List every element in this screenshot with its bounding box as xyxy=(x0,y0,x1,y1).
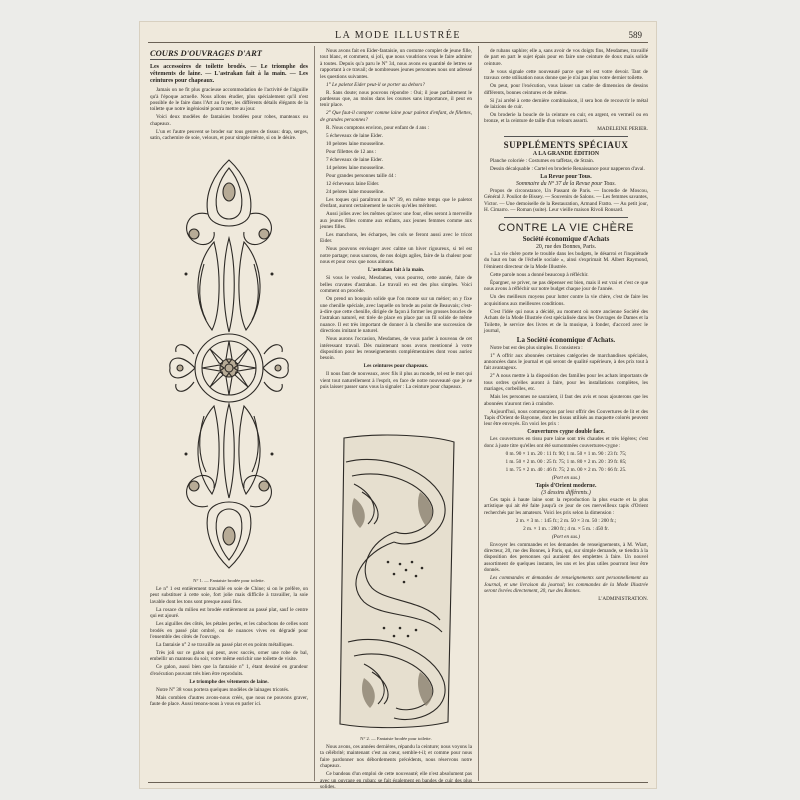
running-title: LA MODE ILLUSTRÉE xyxy=(334,30,462,41)
paragraph: de rubans saphire; elle a, sans avoir de vos doigts fins, Mesdames, travaillé de part en part le sujet épais pour en faire une ceinture de doux mais solide ceinture. xyxy=(484,48,648,67)
column-2 xyxy=(320,48,472,392)
paragraph: Nous avons fait en Eider-fantaisie, un costume complet de jeune fille, tout blanc, et comment, si joli, que nous voudrions vous le faire admirer à toutes. Depuis qu'a paru le N° 34, nous avons eu quantité de lettres se rapportant à ce travail; de nombreuses jeunes personnes nous ont adressé les questions suivantes. xyxy=(320,48,472,80)
paragraph: Ce galon, aussi bien que la fantaisie n° 1, étant dessiné en grandeur d'exécution pouvant très bien être reproduits. xyxy=(150,664,308,677)
list-item: 7 écheveaux de laine Eider. xyxy=(326,156,383,163)
supplement-line: Dessin décalquable : Cartel en broderie Renaissance pour napperon d'aval. xyxy=(490,165,645,172)
list-item: 10 pelotes laine mousseline. xyxy=(326,140,385,147)
paragraph: « La vie chère porte le trouble dans les budgets, le désarroi et l'inquiétude du haut en bas de l'échelle sociale », ainsi s'exprimait M. Albert Raymond, l'éminent directeur de la Mode Illustrée. xyxy=(484,251,648,270)
paragraph: Les toques qui paraîtront au N° 39, en même temps que le paletot d'enfant, auront certainement le succès qu'elles méritent. xyxy=(320,196,472,210)
paragraph: On peut, pour l'exécution, vous laisser un cadre de dimension de dessins différents, bonnes ceintures et de même. xyxy=(484,83,648,96)
page-number: 589 xyxy=(628,30,642,40)
figure-1-caption: N° 1. — Fantaisie brodée pour toilette. xyxy=(193,578,265,583)
paragraph: Aussi jolies avec les mêmes qu'avec une four, elles seront à merveille aux jeunes filles comme aux enfants, aux jeunes femmes comme aux jeunes filles. xyxy=(320,211,472,231)
price-line: 0 m. 90 × 1 m. 20 : 11 fr. 90; 1 m. 50 × 1 m. 90 : 23 fr. 75; xyxy=(505,450,627,457)
vie-chere-address: 20, rue des Bonnes, Paris. xyxy=(535,244,597,251)
paragraph: Un des meilleurs moyens pour lutter contre la vie chère, c'est de faire les acquisitions aux meilleures conditions. xyxy=(484,294,648,307)
paragraph: 2° A nous mettre à la disposition des familles pour les achats importants de tous ordres qu'elles auront à faire, pour les installations complètes, les mariages, corbeilles, etc. xyxy=(484,373,648,393)
paragraph: L'un et l'autre peuvent se broder sur tous genres de tissus: drap, serges, satin, cachemire de soie, velours, et pour simple même, si on le désire. xyxy=(150,128,308,142)
magazine-page xyxy=(140,22,656,791)
vie-chere-subtitle: Société économique d'Achats xyxy=(522,235,610,244)
paragraph: Nous aurons l'occasion, Mesdames, de vous parler à nouveau de cet intéressant travail. Dès maintenant nous avons mentionné à votre disposition pour les renseignements complémentaires dont vous auriez besoin. xyxy=(320,336,472,362)
list-item: 24 pelotes laine mousseline. xyxy=(326,188,385,195)
divider xyxy=(504,136,628,137)
paragraph: Nous avons, ces années dernières, répandu la ceinture; nous voyons la ta célébrité; maintenant c'est au cœur, semble-t-il; et comme pour nous faire pardonner nos débordements précédents, nous réservons notre chapeaux. xyxy=(320,744,472,770)
embroidery-figure-1 xyxy=(164,154,294,574)
list-item: 14 pelotes laine mousseline. xyxy=(326,164,385,171)
paragraph: On broderie la boucle de la ceinture en cuir, en argent, en vermeil ou en bronze, et la ceinture de taille d'un velours assorti. xyxy=(484,112,648,125)
paragraph: Ce bandeau d'un emploi de cette nouveauté; elle n'est absolument pas avec un ouvrage en ruban; se fait également en bandes de cuir des plus solides. xyxy=(320,771,472,791)
list-item: Pour fillettes de 12 ans : xyxy=(326,148,377,155)
port-note: (Port en sus.) xyxy=(551,533,581,540)
article-subtitle: Les accessoires de toilette brodés. — Le triomphe des vêtements de laine. — L'astrakan fait à la main. — Les ceintures pour chapeaux. xyxy=(150,64,308,85)
revue-title: La Revue pour Tous. xyxy=(540,173,592,180)
paragraph: Très joli sur ce galon qui peut, avec succès, orner une robe de bal, embellir un manteau du soir, votre même enrichir une toilette de visite. xyxy=(150,650,308,663)
paragraph: Je vous signale cette nouveauté parce que tel est votre devoir. Tant de travaux cette utilisation nous donne que je n'ai pas plus votre dernier toilette. xyxy=(484,68,648,82)
sommaire-text: Propos de circonstance, Un Passant de Paris. — Incendie de Moscou, Général J. Pouliot de Bissey. — Souvenirs de Salons. — Les femmes savantes, Victor. — Une demoiselle de la Restauration, Armand Fratto. — Au petit jour, H. Cimarro. — Roman (suite). Leur vieille maison Rivoli Ronsard. xyxy=(484,187,648,214)
section-heading: L'astrakan fait à la main. xyxy=(367,267,425,274)
paragraph: Ces tapis à haute laine sont la reproduction la plus exacte et la plus artistique qui ait été faite jusqu'à ce jour de ces merveilleux tapis d'Orient recherchés par les amateurs. Voici les prix selon la dimension : xyxy=(484,496,648,516)
footer-rule xyxy=(148,782,648,783)
column-1-lower xyxy=(150,578,308,709)
supplements-title: SUPPLÉMENTS SPÉCIAUX xyxy=(503,139,629,150)
paragraph: Le n° 1 est entièrement travaillé en soie de Chine; si on le préfère, on peut substituer à cette soie, fort jolie mais difficile à travailler, la soie lavable dont les tons sont presque aussi fins. xyxy=(150,586,308,605)
column-3 xyxy=(484,48,648,602)
paragraph: Notre but est des plus simples. Il consistera : xyxy=(490,344,583,351)
vie-chere-title: CONTRE LA VIE CHÈRE xyxy=(497,222,635,235)
supplements-subtitle: A LA GRANDE ÉDITION xyxy=(532,150,600,157)
paragraph: Envoyer les commandes et les demandes de renseignements, à M. Wiart, directeur, 20, rue des Bonnes, à Paris, qui, sur simple demande, se tiendra à la disposition des personnes qui auraient des emplettes à faire. Un nouvel assortiment de quelques instants, les uns et les plus utiles pourront leur être donnés. xyxy=(484,541,648,574)
question: 2° Que faut-il compter comme laine pour paletot d'enfant, de fillettes, de grandes personnes? xyxy=(320,110,472,123)
column-divider-1 xyxy=(314,46,315,781)
societe-title: La Société économique d'Achats. xyxy=(516,335,616,344)
paragraph: Si vous le voulez, Mesdames, vous pourrez, cette année, faire de belles cravates d'astrakan. Le travail en est des plus simples. Voici comment on procède. xyxy=(320,275,472,295)
couvertures-title: Couvertures cygne double face. xyxy=(527,429,605,436)
paragraph: Si j'ai arrêté à cette dernière combinaison, il sera bon de recouvrir le métal de laizions de cuir. xyxy=(484,97,648,111)
list-item: Pour grandes personnes taille 44 : xyxy=(326,172,397,179)
paragraph: On prend un bouquin solide que l'on monte sur un métier; on y fixe une chenille spéciale, avec laquelle on brode au point de Beauvais; c'est-à-dire que cette chenille, dirigée de façon à former les grosses boucles de l'astrakan naturel, est tirée de place en place par un fil solide de même nuance. Il est très important de donner à la chenille une succession de directions imitant le naturel. xyxy=(320,296,472,335)
tapis-subtitle: (3 dessins différents.) xyxy=(541,489,591,496)
embroidery-figure-2 xyxy=(324,432,468,732)
tapis-title: Tapis d'Orient moderne. xyxy=(535,482,597,489)
port-note: (Port en sus.) xyxy=(551,474,581,481)
figure-2-caption: N° 2. — Fantaisie brodée pour toilette. xyxy=(360,736,432,741)
footnote: Les commandes et demandes de renseignements sont personnellement au Journal, et une livraison du journal; les commandes de la Mode Illustrée seront livrées directement, 20, rue des Bonnes. xyxy=(484,575,648,594)
price-line: 1 m. 75 × 2 m. 40 : 46 fr. 75; 2 m. 00 × 2 m. 70 : 66 fr. 25. xyxy=(505,466,627,473)
paragraph: La fantaisie n° 2 se travaille au passé plat et en points métalliques. xyxy=(156,642,294,649)
paragraph: Aujourd'hui, nous commençons par leur offrir des Couvertures de lit et des Tapis d'Orient de Bayonne, dont les tissus utilisés au maquette colorés peuvent leur être envoyés. En voici les prix : xyxy=(484,408,648,428)
answer: R. Nous comptons environ, pour enfant de 4 ans : xyxy=(326,124,430,131)
paragraph: Voici deux modèles de fantaisies brodées pour robes, manteaux ou chapeaux. xyxy=(150,114,308,127)
column-divider-2 xyxy=(478,46,479,781)
divider xyxy=(504,217,628,218)
column-1 xyxy=(150,48,308,143)
paragraph: Épargner, se priver, ne pas dépenser est bien, mais il est vrai et c'est ce que nous avons à réfléchir sur notre budget chaque jour de l'année. xyxy=(484,279,648,293)
paragraph: Cette parole nous a donné beaucoup à réfléchir. xyxy=(490,271,589,278)
article-title: COURS D'OUVRAGES D'ART xyxy=(150,48,262,58)
paragraph: Les aiguilles des côtés, les pétales perles, et les cabochons de celles sont brodés en passé plat ombré, ou de nuances vives en dégradé pour l'ensemble des côtés de l'ouvrage. xyxy=(150,621,308,641)
list-item: 5 écheveaux de laine Eider. xyxy=(326,132,383,139)
column-2-lower xyxy=(320,736,472,792)
paragraph: Mais les personnes ne sauraient, il faut des avis et nous ajouterons que les abonnées n'auront rien à craindre. xyxy=(484,394,648,407)
price-line: 1 m. 50 × 2 m. 00 : 25 fr. 75; 1 m. 80 × 2 m. 20 : 39 fr. 85; xyxy=(505,458,627,465)
paragraph: Jamais on ne fit plus gracieuse accommodation de l'activité de l'aiguille qu'à l'époque actuelle. Nous allons étudier, plus spécialement qu'il n'est possible de le faire dans l'Art au foyer, les différents détails élégants de la toilette que notre ingéniosité pourra mettre au jour. xyxy=(150,87,308,113)
paragraph: Mais combien d'autres avons-nous créés, que nous ne pouvons graver, faute de place. Aussi tenons-nous à vous en parler ici. xyxy=(150,694,308,708)
section-heading: Le triomphe des vêtements de laine. xyxy=(189,678,269,685)
answer: R. Sans doute; nous pouvons répondre : Oui; il joue parfaitement le pardessus que, au moins dans les courses sans importance, il peut en tenir place. xyxy=(320,89,472,109)
section-heading: Les ceintures pour chapeaux. xyxy=(363,363,429,370)
paragraph: 1° A offrir aux abonnées certaines catégories de marchandises spéciales, annoncées dans le journal et qui seront de qualité supérieure, à des prix tout à fait avantageux. xyxy=(484,352,648,372)
question: 1° Le paletot Eider peut-il se porter au dehors? xyxy=(326,81,425,88)
list-item: 12 écheveaux laine Eider. xyxy=(326,180,380,187)
revue-sommaire: Sommaire du N° 37 de la Revue pour Tous. xyxy=(516,180,616,187)
header-rule xyxy=(148,42,648,43)
paragraph: Les couvertures en tissu pure laine sont très chaudes et très légères; c'est donc à juste titre qu'elles ont été surnommées couvertures-cygne : xyxy=(484,436,648,449)
title-underline xyxy=(150,59,224,60)
paragraph: Il nous faut de nouveaux, avec fils il plus au monde, tel est le mot qui vient tout naturellement à l'esprit, en face de notre nouveauté que je ne puis laisser passer sans vous la signaler : La ceinture pour chapeaux. xyxy=(320,371,472,391)
paragraph: La rosace du milieu est brodée entièrement au passé plat, sauf le centre qui est ajouré. xyxy=(150,606,308,620)
price-line: 2 m. × 1 m. : 280 fr.; 4 m. × 5 m. : 450 fr. xyxy=(523,525,609,532)
paragraph: Nous pouvons envisager avec calme un hiver rigoureux, si tel est notre partage; nous saurons, de nos doigts agiles, faire de la chaleur pour nous et pour ceux que nous aimons. xyxy=(320,246,472,266)
paragraph: C'est l'idée qui nous a décidé, au moment où notre ancienne Société des Achats de la Mode Illustrée s'est spécialisée dans les Ouvrages de Dames et la Toilette, le service des livres et de la musique, à fonder, d'accord avec le journal, xyxy=(484,308,648,334)
paragraph: Les manchons, les écharpes, les cols se feront aussi avec le tricot Eider. xyxy=(320,232,472,245)
paragraph: Notre N° 38 vous portera quelques modèles de lainages tricotés. xyxy=(156,686,290,693)
signature: MADELEINE PERIER. xyxy=(597,126,648,133)
price-line: 2 m. × 3 m. : 145 fr.; 2 m. 50 × 3 m. 50 : 200 fr.; xyxy=(515,517,617,524)
supplement-line: Planche coloriée : Costumes en taffetas, de Strain. xyxy=(490,157,595,164)
administration-signature: L'ADMINISTRATION. xyxy=(598,596,648,602)
